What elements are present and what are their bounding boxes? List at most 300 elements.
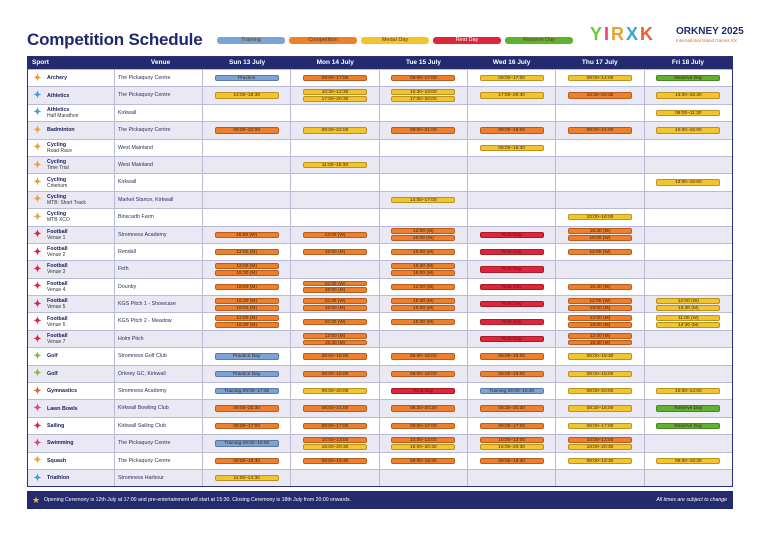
table-row [28, 191, 732, 208]
venue-cell: The Pickaquoy Centre [115, 453, 203, 469]
day-cell [203, 435, 291, 451]
table-row [28, 69, 732, 86]
session-pill: 19:00 (M) [391, 270, 455, 276]
page-title: Competition Schedule [27, 30, 203, 49]
session-pill: 19:00 (M) [391, 305, 455, 311]
session-pill: 15:30 (W) [303, 281, 367, 287]
session-pill: 17:00–20:30 [480, 92, 544, 98]
session-pill: 08:00–18:00 [480, 353, 544, 359]
day-cell [468, 331, 556, 347]
logo-glyph: Y [590, 24, 603, 44]
session-pill: 17:00–20:30 [303, 96, 367, 102]
sport-name: Triathlon [47, 475, 70, 482]
table-body [28, 69, 732, 486]
session-pill: 09:00–19:30 [391, 458, 455, 464]
venue-cell: Stromness Golf Club [115, 348, 203, 364]
day-cell [291, 453, 379, 469]
day-cell [291, 470, 379, 486]
day-cell [203, 453, 291, 469]
day-cell [645, 227, 732, 243]
session-pill: 19:00 (M) [215, 305, 279, 311]
session-pill: 12:00 (M) [568, 333, 632, 339]
day-cell [556, 157, 644, 173]
day-cell [645, 279, 732, 295]
session-pill: 08:00–18:00 [391, 353, 455, 359]
sport-name-block [47, 298, 68, 310]
sport-cell [28, 348, 115, 364]
legend-item: Competition [289, 37, 357, 44]
day-cell [468, 122, 556, 138]
sport-discipline: Venue 4 [47, 286, 66, 293]
sport-name-block [47, 159, 69, 171]
session-pill: 19:00 (M) [303, 305, 367, 311]
day-cell [380, 296, 468, 312]
day-cell [645, 400, 732, 416]
session-pill: Reserve Day [656, 423, 720, 429]
header-day: Fri 18 July [671, 59, 705, 66]
session-pill: Training 09:00–17:30 [215, 388, 279, 394]
day-cell [380, 366, 468, 382]
day-cell [291, 261, 379, 277]
day-cell [556, 244, 644, 260]
session-pill: 09:00–16:30 [480, 145, 544, 151]
day-cell [203, 140, 291, 156]
logo-glyph: I [604, 24, 610, 44]
session-pill: 09:00–21:00 [303, 405, 367, 411]
day-cell [645, 140, 732, 156]
day-cell [556, 383, 644, 399]
sport-name-block [47, 194, 86, 206]
session-pill: 08:00–18:00 [391, 371, 455, 377]
table-row [28, 365, 732, 382]
session-pill: 18:00–20:30 [303, 444, 367, 450]
day-cell [291, 209, 379, 225]
header-day: Sun 13 July [229, 59, 266, 66]
table-row [28, 121, 732, 138]
session-pill: 19:00 (M) [568, 322, 632, 328]
day-cell [203, 279, 291, 295]
day-cell [645, 366, 732, 382]
session-pill: 12:00 (M) [215, 315, 279, 321]
session-pill: 09:00–14:00 [568, 75, 632, 81]
session-pill: 09:00–22:00 [215, 127, 279, 133]
sport-name-block [47, 475, 69, 481]
day-cell [468, 174, 556, 190]
session-pill: 10:00–13:00 [303, 437, 367, 443]
session-pill: 09:00–21:00 [391, 127, 455, 133]
venue-cell: West Mainland [115, 140, 203, 156]
session-pill: 08:00–18:00 [480, 371, 544, 377]
day-cell [645, 470, 732, 486]
session-pill: 15:30 (M) [391, 263, 455, 269]
sport-name: Archery [47, 75, 68, 82]
table-row [28, 382, 732, 399]
session-pill: Rest Day [480, 284, 544, 290]
session-pill: 15:00 (W) [215, 232, 279, 238]
sport-discipline: MTB: Short Track [47, 199, 86, 206]
day-cell [468, 87, 556, 103]
sport-name-block [47, 371, 58, 377]
sport-name: Gymnastics [47, 388, 78, 395]
session-pill: 09:00–20:00 [568, 388, 632, 394]
day-cell [291, 70, 379, 86]
day-cell [291, 244, 379, 260]
venue-cell: KGS Pitch 2 - Meadow [115, 313, 203, 329]
venue-cell: The Pickaquoy Centre [115, 435, 203, 451]
sport-name: Golf [47, 370, 58, 377]
athletics-icon: ✦ [33, 107, 42, 119]
session-pill: Reserve Day [656, 405, 720, 411]
table-row [28, 156, 732, 173]
venue-cell: Binscarth Farm [115, 209, 203, 225]
day-cell [556, 453, 644, 469]
session-pill: 10:00–14:00 [656, 388, 720, 394]
day-cell [645, 261, 732, 277]
day-cell [203, 366, 291, 382]
sport-name-block [47, 406, 78, 412]
day-cell [203, 105, 291, 121]
day-cell [468, 453, 556, 469]
day-cell [468, 192, 556, 208]
sport-name-block [47, 177, 67, 189]
session-pill: 09:00–18:30 [656, 458, 720, 464]
sport-name-block [47, 75, 67, 81]
day-cell [468, 70, 556, 86]
sport-cell [28, 157, 115, 173]
day-cell [468, 470, 556, 486]
cycling-icon: ✦ [33, 211, 42, 223]
session-pill: 12:00 (M) [568, 315, 632, 321]
sport-discipline: Venue 2 [47, 252, 66, 259]
session-pill: 13:00–15:30 [656, 92, 720, 98]
session-pill: 13:00 (W) [303, 232, 367, 238]
session-pill: 10:30–12:30 [303, 89, 367, 95]
session-pill: Practice [215, 75, 279, 81]
day-cell [203, 313, 291, 329]
day-cell [380, 418, 468, 434]
session-pill: 09:00–18:30 [215, 458, 279, 464]
session-pill: 15:30 (M) [215, 270, 279, 276]
day-cell [203, 348, 291, 364]
games-logo [590, 23, 670, 45]
venue-cell: The Pickaquoy Centre [115, 122, 203, 138]
session-pill: 09:00–17:00 [215, 423, 279, 429]
session-pill: Practice Day [215, 371, 279, 377]
day-cell [380, 261, 468, 277]
day-cell [645, 331, 732, 347]
day-cell [645, 209, 732, 225]
day-cell [291, 366, 379, 382]
session-pill: 12:00 (W) [656, 298, 720, 304]
day-cell [291, 418, 379, 434]
session-pill: 10:00–13:00 [480, 437, 544, 443]
sport-name: Football [47, 263, 68, 270]
day-cell [380, 348, 468, 364]
legend-item: Training [217, 37, 285, 44]
gymnastics-icon: ✦ [33, 385, 42, 397]
footer-disclaimer: All times are subject to change [656, 497, 727, 503]
session-pill: 19:00 (W) [568, 235, 632, 241]
sport-name-block [47, 333, 68, 345]
sport-cell [28, 296, 115, 312]
sport-name-block [47, 458, 66, 464]
day-cell [468, 140, 556, 156]
sport-name: Squash [47, 457, 67, 464]
session-pill: 09:00–17:00 [391, 423, 455, 429]
day-cell [556, 331, 644, 347]
sport-name: Football [47, 228, 68, 235]
session-pill: 10:00–16:00 [568, 214, 632, 220]
day-cell [556, 209, 644, 225]
football-icon: ✦ [33, 333, 42, 345]
brand-name: ORKNEY 2025 [676, 26, 744, 37]
day-cell [203, 244, 291, 260]
day-cell [380, 87, 468, 103]
day-cell [380, 174, 468, 190]
day-cell [468, 418, 556, 434]
header-sport: Sport [32, 59, 49, 66]
day-cell [468, 435, 556, 451]
sport-cell [28, 366, 115, 382]
sport-cell [28, 470, 115, 486]
venue-cell: Kirkwall Bowling Club [115, 400, 203, 416]
sport-name: Sailing [47, 423, 65, 429]
sport-name-block [47, 142, 72, 154]
session-pill: 12:00 (M) [215, 263, 279, 269]
session-pill: 15:30 (M) [215, 322, 279, 328]
venue-cell: Kirkwall Sailing Club [115, 418, 203, 434]
sport-cell [28, 400, 115, 416]
day-cell [380, 70, 468, 86]
day-cell [380, 279, 468, 295]
venue-cell: Kirkwall [115, 105, 203, 121]
day-cell [291, 105, 379, 121]
sport-cell [28, 140, 115, 156]
day-cell [468, 157, 556, 173]
golf-icon: ✦ [33, 350, 42, 362]
football-icon: ✦ [33, 246, 42, 258]
day-cell [203, 227, 291, 243]
session-pill: Rest Day [480, 336, 544, 342]
sport-discipline: Criterium [47, 182, 68, 189]
session-pill: 10:00–13:00 [391, 437, 455, 443]
footer-note: Opening Ceremony is 12th July at 17:00 and pre-entertainment will start at 15:30. Closing Ceremony is 18th July from 20:00 onwards. [44, 497, 352, 503]
session-pill: 18:00 (M) [215, 284, 279, 290]
sport-discipline: Half Marathon [47, 112, 79, 119]
sport-discipline: Venue 7 [47, 339, 66, 346]
sport-name: Athletics [47, 92, 70, 99]
header-day: Wed 16 July [492, 59, 531, 66]
day-cell [468, 261, 556, 277]
day-cell [645, 348, 732, 364]
golf-icon: ✦ [33, 368, 42, 380]
table-row [28, 104, 732, 121]
day-cell [380, 140, 468, 156]
sport-discipline: Venue 5 [47, 304, 66, 311]
day-cell [468, 105, 556, 121]
table-row [28, 417, 732, 434]
session-pill: 10:00–15:00 [656, 127, 720, 133]
sport-cell [28, 105, 115, 121]
session-pill: 09:00–21:00 [568, 127, 632, 133]
sport-name-block [47, 229, 68, 241]
day-cell [645, 313, 732, 329]
session-pill: 09:00–19:30 [303, 458, 367, 464]
sport-name: Cycling [47, 211, 67, 218]
day-cell [380, 383, 468, 399]
legend-item: Reserve Day [505, 37, 573, 44]
sport-name-block [47, 281, 68, 293]
day-cell [645, 122, 732, 138]
day-cell [291, 140, 379, 156]
logo-glyph: R [611, 24, 625, 44]
star-icon: ★ [32, 495, 41, 505]
day-cell [556, 261, 644, 277]
table-row [28, 139, 732, 156]
day-cell [203, 383, 291, 399]
sport-cell [28, 70, 115, 86]
session-pill: 09:00–20:30 [215, 405, 279, 411]
sport-cell [28, 174, 115, 190]
venue-cell: KGS Pitch 1 - Showcase [115, 296, 203, 312]
sport-name: Football [47, 280, 68, 287]
day-cell [556, 105, 644, 121]
day-cell [380, 105, 468, 121]
session-pill: 19:00 (W) [391, 235, 455, 241]
swimming-icon: ✦ [33, 437, 42, 449]
day-cell [380, 227, 468, 243]
session-pill: Training 09:00–16:30 [480, 388, 544, 394]
day-cell [556, 400, 644, 416]
session-pill: 18:00–20:30 [480, 444, 544, 450]
day-cell [468, 383, 556, 399]
sport-name: Cycling [47, 159, 67, 166]
brand-subtitle: International Island Games XX [676, 38, 738, 43]
day-cell [645, 70, 732, 86]
session-pill: Rest Day [480, 232, 544, 238]
sport-name-block [47, 388, 77, 394]
sport-cell [28, 279, 115, 295]
day-cell [556, 366, 644, 382]
session-pill: 15:30 (M) [215, 298, 279, 304]
header-day: Thu 17 July [581, 59, 618, 66]
day-cell [203, 70, 291, 86]
day-cell [645, 435, 732, 451]
football-icon: ✦ [33, 298, 42, 310]
table-row [28, 260, 732, 277]
session-pill: 16:30–20:30 [568, 92, 632, 98]
sport-discipline: Venue 6 [47, 321, 66, 328]
session-pill: 08:30–20:30 [480, 405, 544, 411]
session-pill: 08:30–18:00 [568, 405, 632, 411]
sport-name-block [47, 316, 68, 328]
session-pill: 11:00–14:30 [215, 475, 279, 481]
sport-name-block [47, 263, 68, 275]
sport-name: Athletics [47, 106, 70, 113]
day-cell [380, 435, 468, 451]
day-cell [556, 435, 644, 451]
session-pill: 12:00 (M) [303, 333, 367, 339]
venue-cell: The Pickaquoy Centre [115, 87, 203, 103]
table-row [28, 312, 732, 329]
sport-name-block [47, 246, 68, 258]
sport-name-block [47, 440, 74, 446]
sport-discipline: Venue 1 [47, 234, 66, 241]
cycling-icon: ✦ [33, 159, 42, 171]
session-pill: 14:30 (M) [656, 322, 720, 328]
day-cell [556, 174, 644, 190]
session-pill: 15:30 (M) [303, 340, 367, 346]
session-pill: 15:30 (W) [303, 319, 367, 325]
day-cell [380, 157, 468, 173]
session-pill: 15:30 (M) [656, 305, 720, 311]
legend-item: Rest Day [433, 37, 501, 44]
day-cell [203, 261, 291, 277]
day-cell [203, 122, 291, 138]
venue-cell: Stromness Academy [115, 227, 203, 243]
table-row [28, 243, 732, 260]
athletics-icon: ✦ [33, 90, 42, 102]
day-cell [645, 383, 732, 399]
sport-name-block [47, 107, 78, 119]
session-pill: Rest Day [480, 301, 544, 307]
session-pill: 08:00–18:00 [303, 353, 367, 359]
day-cell [380, 331, 468, 347]
venue-cell: Holm Pitch [115, 331, 203, 347]
sport-discipline: Road Race [47, 147, 73, 154]
session-pill: Rest Day [480, 319, 544, 325]
venue-cell: Rendall [115, 244, 203, 260]
day-cell [468, 313, 556, 329]
session-pill: 09:00–11:30 [656, 110, 720, 116]
session-pill: 11:00–15:30 [303, 162, 367, 168]
sailing-icon: ✦ [33, 420, 42, 432]
session-pill: 15:30 (M) [391, 298, 455, 304]
header-day: Tue 15 July [405, 59, 441, 66]
header-venue: Venue [150, 59, 171, 66]
session-pill: 14:00–17:00 [391, 197, 455, 203]
day-cell [556, 279, 644, 295]
day-cell [291, 87, 379, 103]
day-cell [380, 453, 468, 469]
session-pill: 15:30 (W) [303, 298, 367, 304]
logo-glyph: X [626, 24, 639, 44]
table-row [28, 86, 732, 103]
day-cell [468, 366, 556, 382]
schedule-table [27, 56, 733, 487]
table-row [28, 295, 732, 312]
session-pill: 18:00–20:30 [568, 444, 632, 450]
table-row [28, 452, 732, 469]
day-cell [645, 244, 732, 260]
session-pill: 15:30 (M) [391, 319, 455, 325]
day-cell [556, 87, 644, 103]
footer-bar [27, 491, 733, 509]
session-pill: 12:00 (W) [568, 249, 632, 255]
session-pill: 12:00 (M) [391, 284, 455, 290]
day-cell [291, 296, 379, 312]
venue-cell: Stromness Harbour [115, 470, 203, 486]
day-cell [291, 383, 379, 399]
day-cell [380, 209, 468, 225]
session-pill: 15:30 (M) [568, 228, 632, 234]
sport-name-block [47, 353, 58, 359]
session-pill: 09:00–18:00 [480, 127, 544, 133]
session-pill: 19:00 (M) [303, 249, 367, 255]
session-pill: 09:00–17:00 [303, 75, 367, 81]
day-cell [203, 470, 291, 486]
sport-name: Cycling [47, 176, 67, 183]
